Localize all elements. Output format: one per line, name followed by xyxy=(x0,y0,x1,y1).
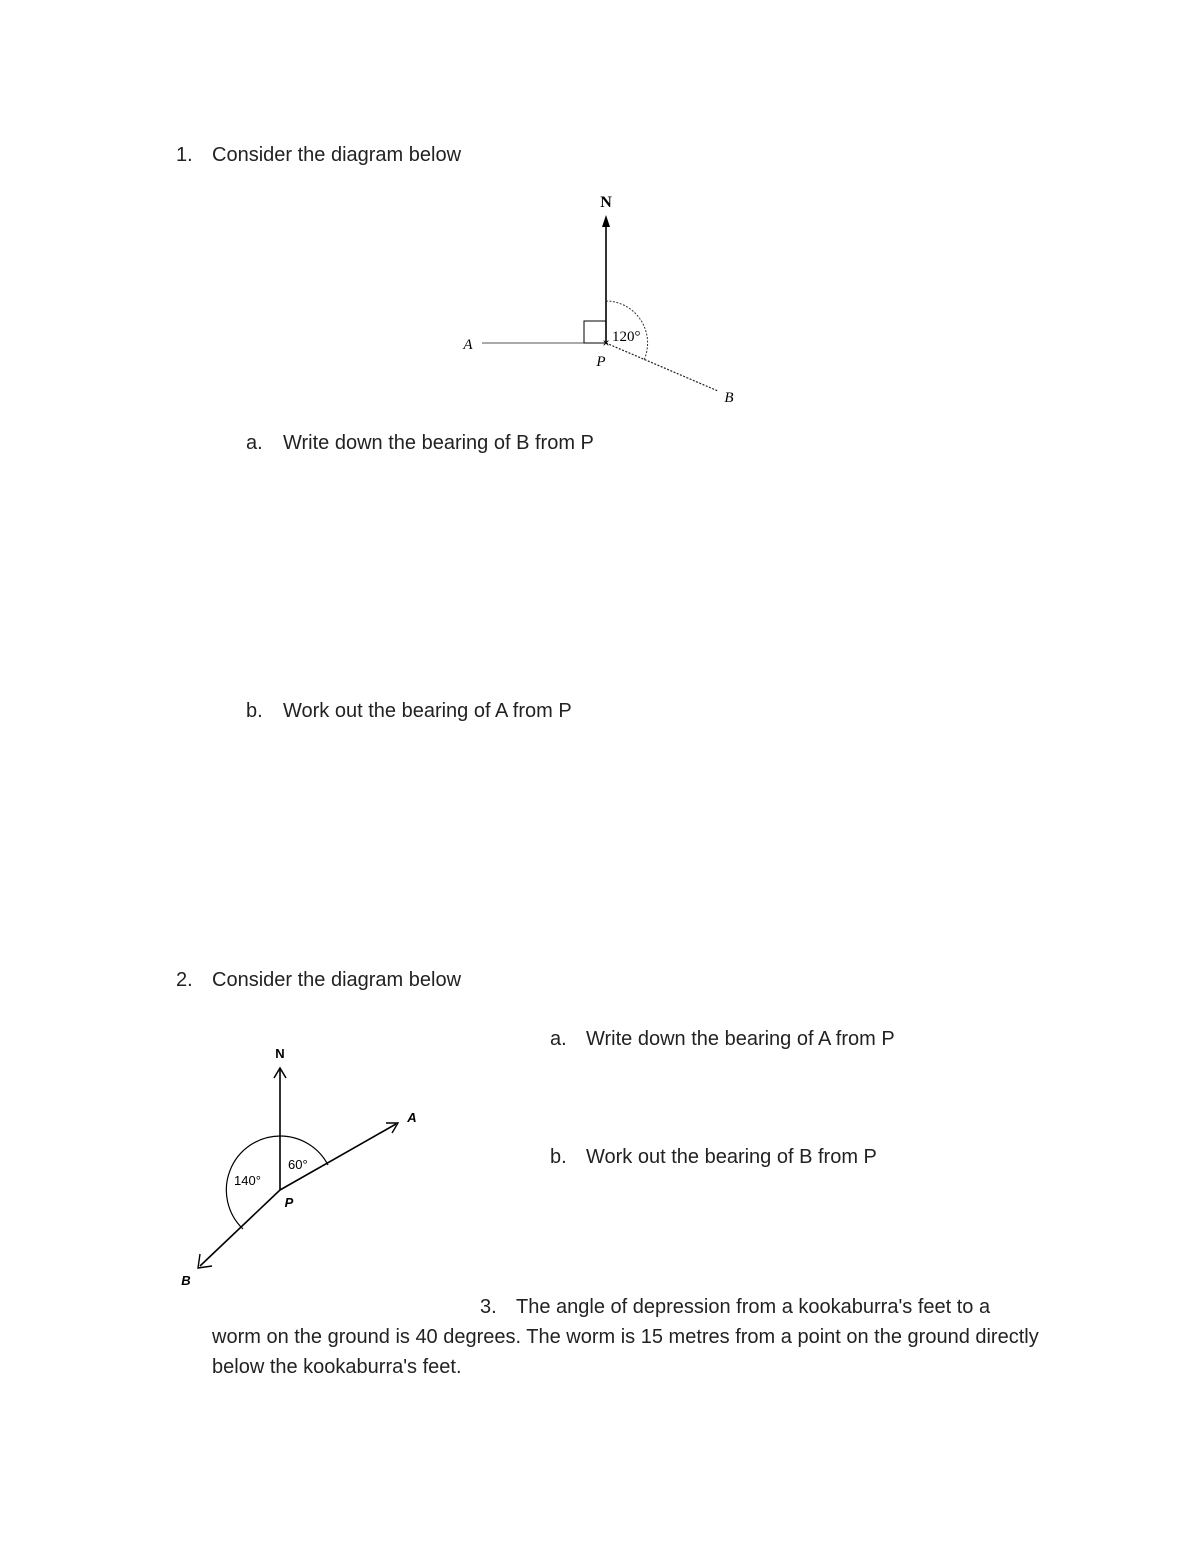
q2-prompt: Consider the diagram below xyxy=(212,969,462,991)
q1-point-b-label: B xyxy=(724,390,734,406)
q1-line-pb xyxy=(606,343,718,391)
q3-first-line xyxy=(212,1292,1042,1322)
q2-part-b-letter: b. xyxy=(550,1146,567,1168)
q1-point-p-marker: × xyxy=(602,336,610,350)
q2-part-a-text: Write down the bearing of A from P xyxy=(586,1028,895,1050)
q3-paragraph xyxy=(212,1292,1042,1382)
q1-point-p-label: P xyxy=(596,354,606,370)
q1-angle-label: 120° xyxy=(612,329,641,345)
q2-number: 2. xyxy=(176,969,193,991)
q3-number: 3. xyxy=(480,1296,497,1318)
q2-part-b-text: Work out the bearing of B from P xyxy=(586,1146,877,1168)
q2-point-a-label: A xyxy=(407,1110,417,1125)
q2-angle-140-label: 140° xyxy=(234,1173,261,1188)
q2-point-p-label: P xyxy=(284,1195,294,1210)
q2-angle-60-label: 60° xyxy=(288,1157,308,1172)
q1-part-b-text: Work out the bearing of A from P xyxy=(283,700,572,722)
q1-north-label: N xyxy=(600,194,612,211)
q1-bearing-diagram xyxy=(440,185,760,415)
q1-number: 1. xyxy=(176,144,193,166)
q1-part-b-letter: b. xyxy=(246,700,263,722)
q2-bearing-diagram xyxy=(170,1040,440,1290)
q2-north-label: N xyxy=(275,1046,285,1061)
q2-line-pb xyxy=(200,1190,280,1266)
q3-text-line1: The angle of depression from a kookaburra's feet to a xyxy=(516,1296,991,1318)
q1-part-a-letter: a. xyxy=(246,432,263,454)
q2-point-b-label: B xyxy=(181,1273,191,1288)
q3-text-rest: worm on the ground is 40 degrees. The worm is 15 metres from a point on the ground directly below the kookaburra's feet. xyxy=(212,1326,1039,1378)
q1-part-a-text: Write down the bearing of B from P xyxy=(283,432,594,454)
q1-prompt: Consider the diagram below xyxy=(212,144,462,166)
q1-north-arrow-icon xyxy=(602,215,610,227)
q1-point-a-label: A xyxy=(463,337,473,353)
q2-part-a-letter: a. xyxy=(550,1028,567,1050)
